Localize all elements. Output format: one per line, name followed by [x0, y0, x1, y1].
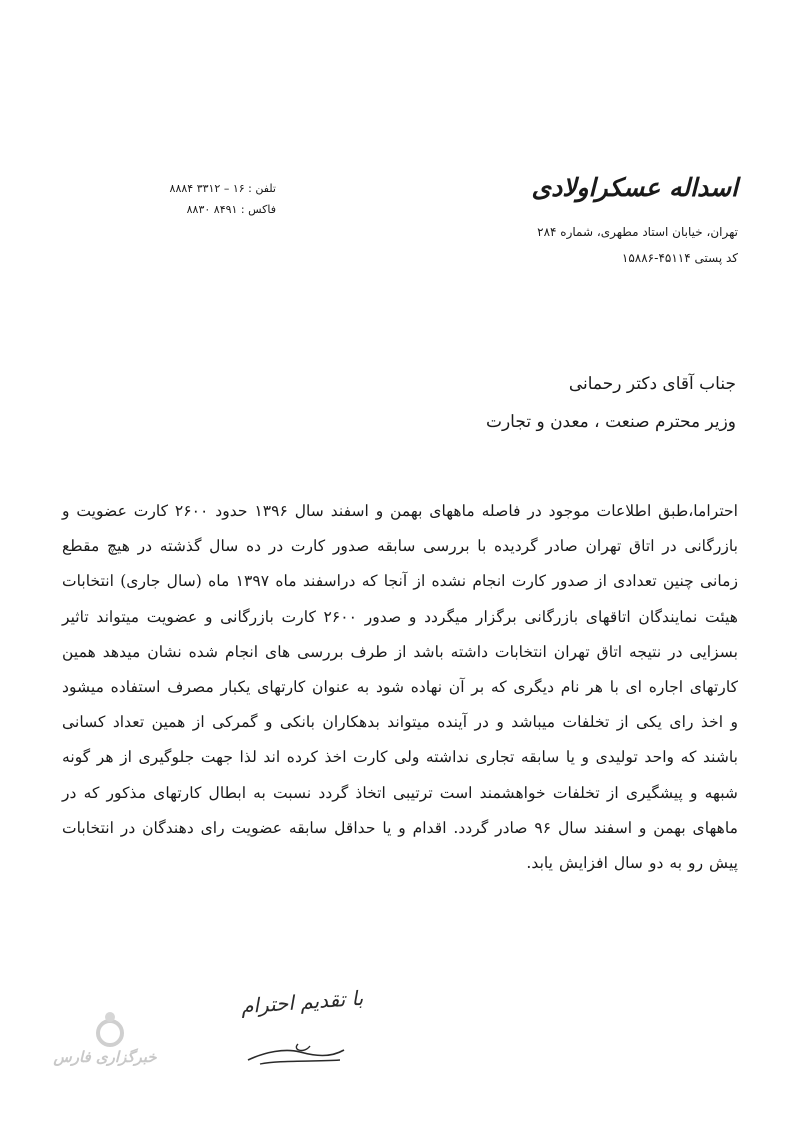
addressee-block [236, 365, 736, 441]
watermark-text: خبرگزاری فارس [53, 1048, 157, 1066]
fax-row [36, 199, 276, 220]
fax-label: فاکس : [237, 203, 276, 216]
fax-number: ۸۴۹۱ ۸۸۳۰ [186, 203, 238, 216]
sender-name: اسداله عسکراولادی [531, 173, 738, 202]
phone-label: تلفن : [244, 182, 276, 195]
letter-body: احتراما،طبق اطلاعات موجود در فاصله ماههای بهمن و اسفند سال ۱۳۹۶ حدود ۲۶۰۰ کارت عضویت و بازرگانی در اتاق تهران صادر گردیده با بررسی سابقه صدور کارت در ده سال گذشته در هیچ مقطع زمانی چنین تعدادی از صدور کارت انجام نشده از آنجا که دراسفند ماه ۱۳۹۷ ماه (سال جاری) انتخابات هیئت نمایندگان اتاقهای بازرگانی برگزار میگردد و صدور ۲۶۰۰ کارت بازرگانی و عضویت میتواند تاثیر بسزایی در نتیجه اتاق تهران انتخابات داشته باشد از طرف بررسی های انجام شده نشان میدهد همین کارتهای اجاره ای با هر نام دیگری که بر آن نهاده شود به عنوان کارتهای یکبار مصرف استفاده میشود و اخذ رای یکی از تخلفات میباشد و در آینده میتواند بدهکاران بانکی و گمرکی از همین تعداد کسانی باشند که واحد تولیدی و یا سابقه تجاری نداشته ولی کارت اخذ کرده اند لذا جهت جلوگیری از هر گونه شبهه و پیشگیری از تخلفات خواهشمند است ترتیبی اتخاذ گردد نسبت به ابطال کارتهای مذکور که در ماههای بهمن و اسفند سال ۹۶ صادر گردد. اقدام و یا حداقل سابقه عضویت رای دهندگان در انتخابات پیش رو به دو سال افزایش یابد. [62, 502, 739, 873]
addressee-title: وزیر محترم صنعت ، معدن و تجارت [485, 412, 736, 432]
signature-mark [240, 1030, 350, 1070]
addressee-name: جناب آقای دکتر رحمانی [568, 374, 736, 394]
letterhead-contact [36, 178, 276, 220]
closing-handwritten: با تقدیم احترام [240, 985, 364, 1019]
sender-postal-code: کد پستی ۴۵۱۱۴-۱۵۸۸۶ [621, 251, 738, 265]
news-agency-logo [50, 1005, 170, 1085]
phone-row [36, 178, 276, 199]
sender-address: تهران، خیابان استاد مطهری، شماره ۲۸۴ [537, 225, 738, 239]
phone-number: ۱۶ – ۳۳۱۲ ۸۸۸۴ [169, 182, 245, 195]
letterhead-sender [478, 170, 738, 268]
